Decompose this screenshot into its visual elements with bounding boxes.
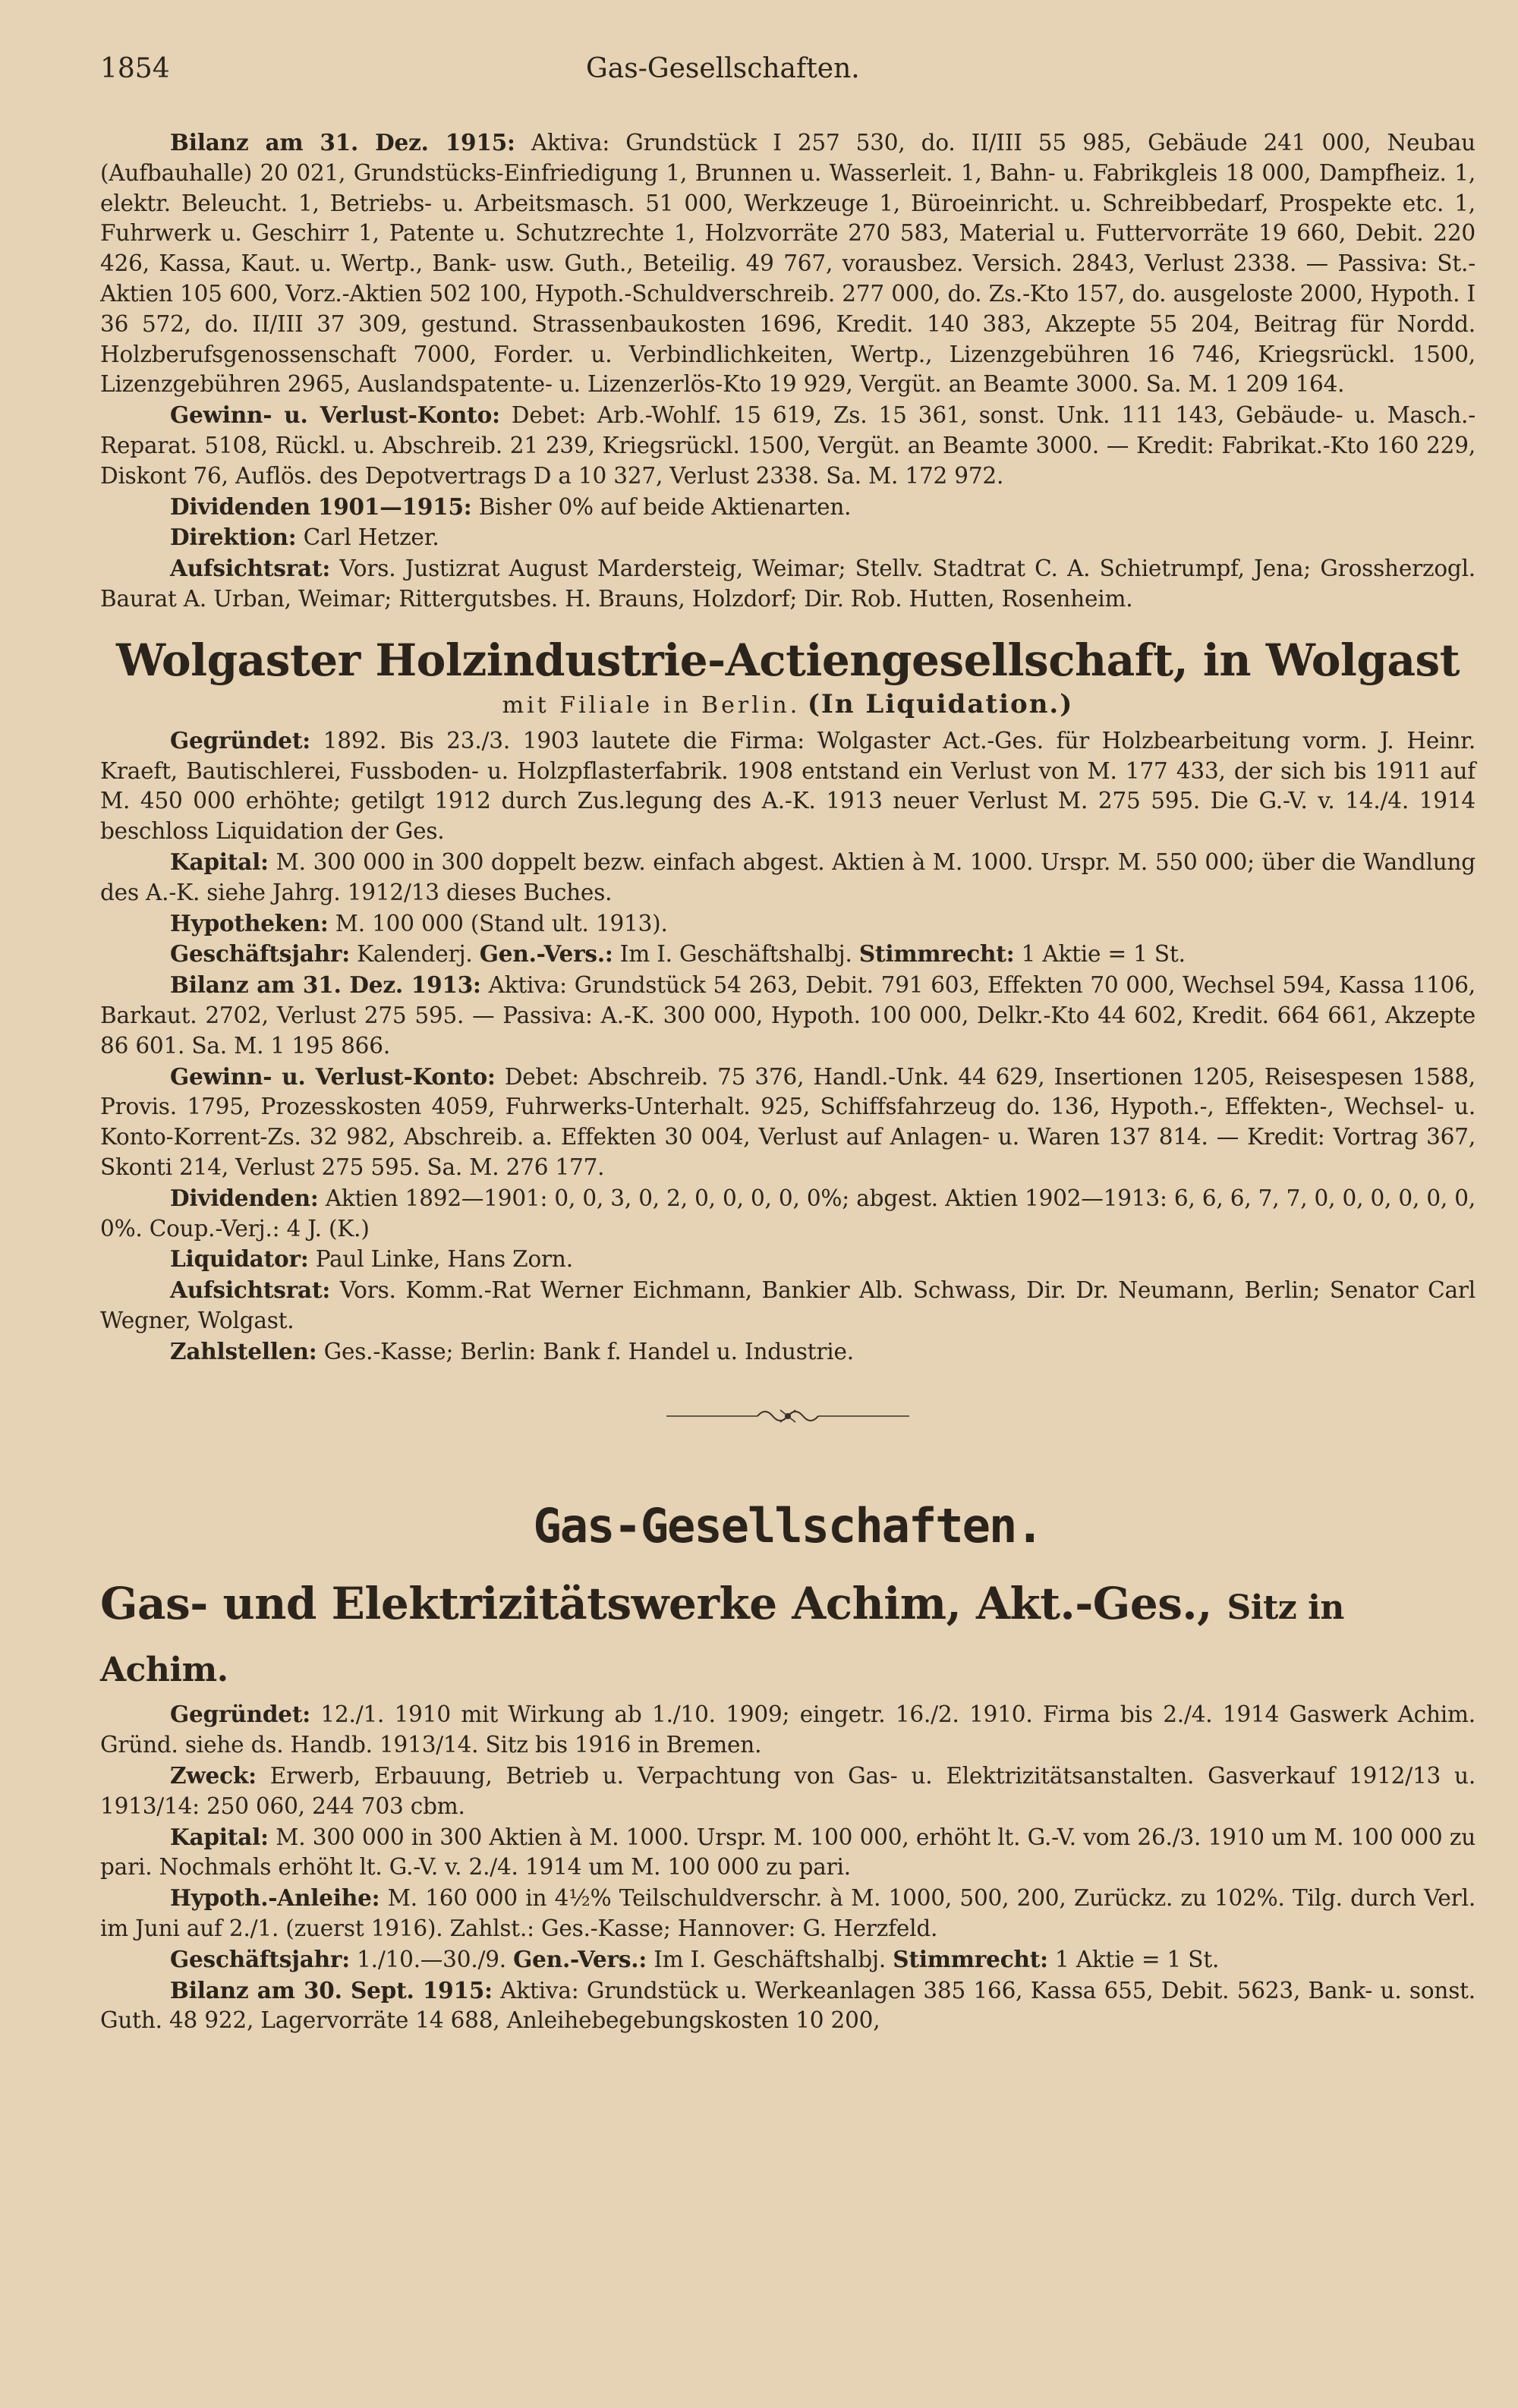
wolgast-bilanz-text: Aktiva: Grundstück 54 263, Debit. 791 603, Effekten 70 000, Wechsel 594, Kassa 1106, Barkaut. 2702, Verlust 275 595. — Passiva: A.-K. 300 000, Hypoth. 100 000, Delkr.-Kto 44 602, Kredit. 664 661, Akzepte 86 601. Sa. M. 1 195 866.: [100, 972, 1475, 1059]
achim-anl-text: M. 160 000 in 4½% Teilschuldverschr. à M. 1000, 500, 200, Zurückz. zu 102%. Tilg. durch Verl. im Juni auf 2./1. (zuerst 1916). Zahlst.: Ges.-Kasse; Hannover: G. Herzfeld.: [100, 1885, 1475, 1942]
prev-gv-text: Debet: Arb.-Wohlf. 15 619, Zs. 15 361, sonst. Unk. 111 143, Gebäude- u. Masch.-Reparat. 5108, Rückl. u. Abschreib. 21 239, Kriegsrückl. 1500, Vergüt. an Beamte 3000. — Kredit: Fabrikat.-Kto 160 229, Diskont 76, Auflös. des Depotvertrags D a 10 327, Verlust 2338. Sa. M. 172 972.: [100, 402, 1475, 489]
achim-title: [100, 1575, 1475, 1699]
achim-title-main: Gas- und Elektrizitätswerke Achim, Akt.-Ges.,: [100, 1578, 1212, 1630]
achim-kap-label: Kapital:: [170, 1823, 269, 1850]
wolgast-ar-label: Aufsichtsrat:: [170, 1276, 331, 1304]
prev-dividenden: [100, 492, 1475, 523]
wolgast-div-label: Dividenden:: [170, 1184, 319, 1211]
page-number: 1854: [100, 53, 170, 84]
achim-bilanz: [100, 1975, 1475, 2037]
achim-zweck-text: Erwerb, Erbauung, Betrieb u. Verpachtung von Gas- u. Elektrizitätsanstalten. Gasverkauf 1912/13 u. 1913/14: 250 060, 244 703 cbm.: [100, 1763, 1476, 1819]
wolgast-hyp-label: Hypotheken:: [170, 909, 329, 936]
wolgast-liq-text: Paul Linke, Hans Zorn.: [315, 1246, 573, 1273]
running-title: Gas-Gesellschaften.: [586, 53, 860, 84]
achim-kapital: [100, 1822, 1475, 1884]
achim-st-text: 1 Aktie = 1 St.: [1055, 1946, 1220, 1972]
achim-kap-text: M. 300 000 in 300 Aktien à M. 1000. Urspr. M. 100 000, erhöht lt. G.-V. vom 26./3. 1910 um M. 100 000 zu pari. Nochmals erhöht lt. G.-V. v. 2./4. 1914 um M. 100 000 zu pari.: [100, 1824, 1475, 1881]
achim-anleihe: [100, 1883, 1475, 1944]
prev-div-text: Bisher 0% auf beide Aktienarten.: [478, 493, 852, 520]
achim-gv-text: Im I. Geschäftshalbj.: [653, 1946, 887, 1972]
prev-bilanz-text: Aktiva: Grundstück I 257 530, do. II/III 55 985, Gebäude 241 000, Neubau (Aufbauhalle) 20 021, Grundstücks-Einfriedigung 1, Brunnen u. Wasserleit. 1, Bahn- u. Fabrikgleis 18 000, Dampfheiz. 1, elektr. Beleucht. 1, Betriebs- u. Arbeitsmasch. 51 000, Werkzeuge 1, Büroeinricht. u. Schreibbedarf, Prospekte etc. 1, Fuhrwerk u. Geschirr 1, Patente u. Schutzrechte 1, Holzvorräte 270 583, Material u. Futtervorräte 19 660, Debit. 220 426, Kassa, Kaut. u. Wertp., Bank- usw. Guth., Beteilig. 49 767, vorausbez. Versich. 2843, Verlust 2338. — Passiva: St.-Aktien 105 600, Vorz.-Aktien 502 100, Hypoth.-Schuldverschreib. 277 000, do. Zs.-Kto 157, do. ausgeloste 2000, Hypoth. I 36 572, do. II/III 37 309, gestund. Strassenbaukosten 1696, Kredit. 140 383, Akzepte 55 204, Beitrag für Nordd. Holzberufsgenossenschaft 7000, Forder. u. Verbindlichkeiten, Wertp., Lizenzgebühren 16 746, Kriegsrückl. 1500, Lizenzgebühren 2965, Auslandspatente- u. Lizenzerlös-Kto 19 929, Vergüt. an Beamte 3000. Sa. M. 1 209 164.: [100, 130, 1475, 398]
achim-gj-label: Geschäftsjahr:: [170, 1945, 350, 1972]
prev-bilanz-label: Bilanz am 31. Dez. 1915:: [170, 129, 515, 156]
wolgast-gj-text: Kalenderj.: [357, 941, 473, 968]
achim-gegruendet: [100, 1699, 1475, 1761]
wolgast-gv-text: Im I. Geschäftshalbj.: [619, 941, 852, 968]
wolgast-geschaeftsjahr: [100, 939, 1475, 970]
achim-anl-label: Hypoth.-Anleihe:: [170, 1884, 380, 1912]
achim-st-label: Stimmrecht:: [893, 1945, 1048, 1972]
prev-direktion: [100, 522, 1475, 553]
wolgast-gewinn-verlust: [100, 1062, 1475, 1183]
wolgast-title-main: Wolgaster Holzindustrie-Actiengesellschaft: [116, 634, 1173, 686]
wolgast-hypotheken: [100, 908, 1475, 940]
achim-zweck-label: Zweck:: [170, 1762, 257, 1789]
prev-gv-label: Gewinn- u. Verlust-Konto:: [170, 401, 500, 429]
wolgast-subtitle-text: mit Filiale in Berlin.: [502, 691, 801, 719]
wolgast-gj-label: Geschäftsjahr:: [170, 940, 350, 968]
prev-div-label: Dividenden 1901—1915:: [170, 493, 472, 520]
achim-zweck: [100, 1761, 1475, 1822]
wolgast-zs-text: Ges.-Kasse; Berlin: Bank f. Handel u. Industrie.: [323, 1338, 854, 1365]
wolgast-div-text: Aktien 1892—1901: 0, 0, 3, 0, 2, 0, 0, 0, 0, 0%; abgest. Aktien 1902—1913: 6, 6, 6, 7, 7, 0, 0, 0, 0, 0, 0, 0%. Coup.-Verj.: 4 J. (K.): [100, 1185, 1475, 1242]
wolgast-liquidator: [100, 1244, 1475, 1275]
achim-bilanz-text: Aktiva: Grundstück u. Werkeanlagen 385 166, Kassa 655, Debit. 5623, Bank- u. sonst. Guth. 48 922, Lagervorräte 14 688, Anleihebegebungskosten 10 200,: [100, 1977, 1475, 2034]
achim-title-tail: Sitz in Achim.: [100, 1588, 1344, 1690]
prev-dir-text: Carl Hetzer.: [303, 524, 439, 551]
prev-ar-text: Vors. Justizrat August Mardersteig, Weimar; Stellv. Stadtrat C. A. Schietrumpf, Jena; Grossherzogl. Baurat A. Urban, Weimar; Rittergutsbes. H. Brauns, Holzdorf; Dir. Rob. Hutten, Rosenheim.: [100, 556, 1475, 612]
wolgast-guv-text: Debet: Abschreib. 75 376, Handl.-Unk. 44 629, Insertionen 1205, Reisespesen 1588, Provis. 1795, Prozesskosten 4059, Fuhrwerks-Unterhalt. 925, Schiffsfahrzeug do. 136, Hypoth.-, Effekten-, Wechsel- u. Konto-Korrent-Zs. 32 982, Abschreib. a. Effekten 30 004, Verlust auf Anlagen- u. Waren 137 814. — Kredit: Vortrag 367, Skonti 214, Verlust 275 595. Sa. M. 276 177.: [100, 1063, 1475, 1180]
wolgast-guv-label: Gewinn- u. Verlust-Konto:: [170, 1062, 496, 1090]
wolgast-st-label: Stimmrecht:: [858, 940, 1015, 968]
prev-bilanz: [100, 127, 1475, 400]
wolgast-aufsichtsrat: [100, 1275, 1475, 1336]
ornament-icon: [666, 1401, 909, 1431]
wolgast-status: (In Liquidation.): [807, 688, 1074, 719]
achim-gegr-label: Gegründet:: [170, 1701, 310, 1728]
page-header: [100, 53, 1475, 106]
wolgast-gegr-label: Gegründet:: [170, 726, 310, 754]
prev-dir-label: Direktion:: [170, 524, 297, 551]
ornament-divider: [100, 1390, 1475, 1443]
prev-aufsichtsrat: [100, 553, 1475, 615]
achim-gv-label: Gen.-Vers.:: [513, 1945, 647, 1972]
wolgast-kap-text: M. 300 000 in 300 doppelt bezw. einfach abgest. Aktien à M. 1000. Urspr. M. 550 000; über die Wandlung des A.-K. siehe Jahrg. 1912/13 dieses Buches.: [100, 848, 1475, 905]
wolgast-gv-label: Gen.-Vers.:: [479, 940, 613, 968]
wolgast-subtitle: [100, 689, 1475, 721]
prev-gv: [100, 400, 1475, 491]
wolgast-gegruendet: [100, 726, 1475, 847]
achim-bilanz-label: Bilanz am 30. Sept. 1915:: [170, 1976, 493, 2004]
wolgast-kapital: [100, 847, 1475, 908]
wolgast-gegr-text: 1892. Bis 23./3. 1903 lautete die Firma: Wolgaster Act.-Ges. für Holzbearbeitung vorm. J. Heinr. Kraeft, Bautischlerei, Fussboden- u. Holzpflasterfabrik. 1908 entstand ein Verlust von M. 177 433, der sich bis 1911 auf M. 450 000 erhöhte; getilgt 1912 durch Zus.legung des A.-K. 1913 neuer Verlust M. 275 595. Die G.-V. v. 14./4. 1914 beschloss Liquidation der Ges.: [100, 727, 1475, 845]
wolgast-hyp-text: M. 100 000 (Stand ult. 1913).: [335, 910, 668, 936]
wolgast-dividenden: [100, 1183, 1475, 1245]
achim-gegr-text: 12./1. 1910 mit Wirkung ab 1./10. 1909; eingetr. 16./2. 1910. Firma bis 2./4. 1914 Gaswerk Achim. Gründ. siehe ds. Handb. 1913/14. Sitz bis 1916 in Bremen.: [100, 1701, 1475, 1758]
wolgast-kap-label: Kapital:: [170, 848, 269, 875]
achim-gj-text: 1./10.—30./9.: [357, 1946, 506, 1972]
wolgast-zs-label: Zahlstellen:: [170, 1337, 317, 1365]
wolgast-title: Wolgaster Holzindustrie-Actiengesellschaft, in Wolgast: [116, 634, 1460, 686]
wolgast-liq-label: Liquidator:: [170, 1245, 309, 1273]
wolgast-bilanz: [100, 970, 1475, 1061]
wolgast-ar-text: Vors. Komm.-Rat Werner Eichmann, Bankier Alb. Schwass, Dir. Dr. Neumann, Berlin; Senator Carl Wegner, Wolgast.: [100, 1277, 1475, 1333]
wolgast-st-text: 1 Aktie = 1 St.: [1021, 941, 1186, 968]
achim-geschaeftsjahr: [100, 1944, 1475, 1975]
wolgast-zahlstellen: [100, 1336, 1475, 1368]
wolgast-bilanz-label: Bilanz am 31. Dez. 1913:: [170, 971, 481, 999]
prev-ar-label: Aufsichtsrat:: [170, 555, 331, 582]
section-title: Gas-Gesellschaften.: [533, 1498, 1043, 1554]
wolgast-title-tail: in Wolgast: [1202, 634, 1460, 686]
